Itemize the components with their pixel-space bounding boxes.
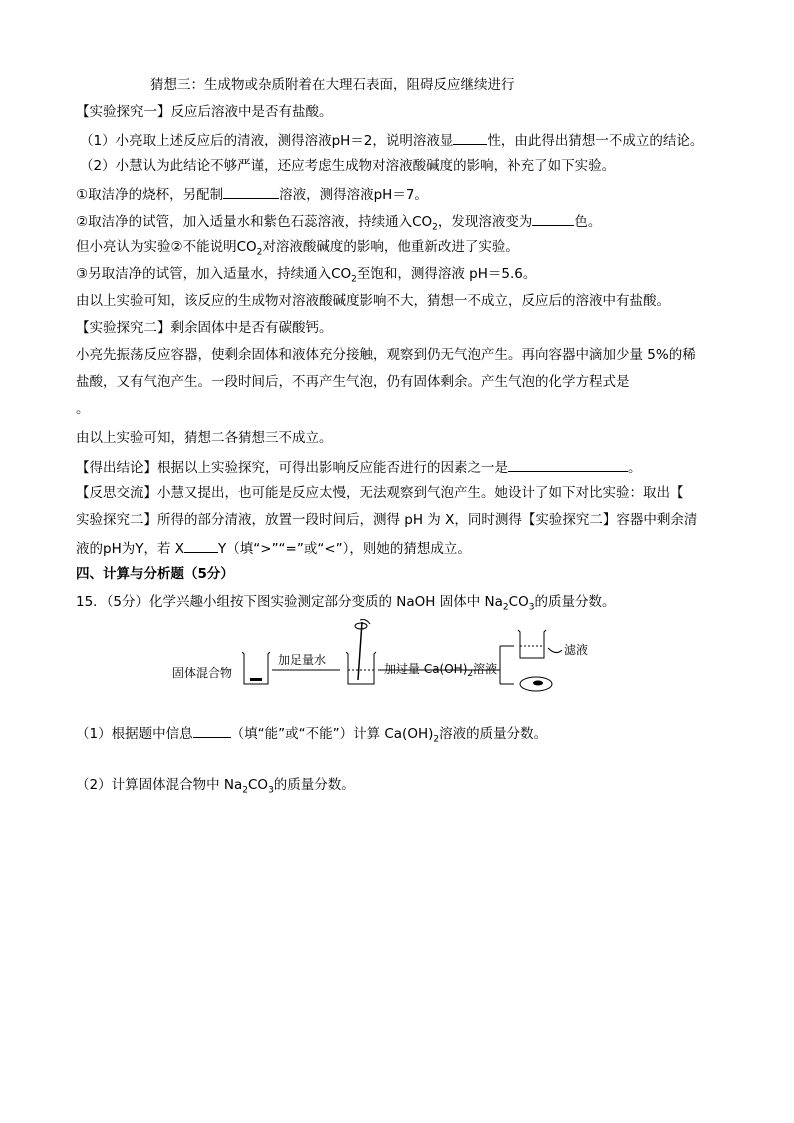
- sub-question-2: [76, 776, 355, 794]
- subscript: 2: [351, 274, 357, 285]
- sub-question-1: [76, 723, 547, 743]
- question-2: [80, 157, 615, 175]
- subscript: 3: [528, 602, 535, 613]
- exp-two-text-1: [76, 346, 696, 364]
- text: 由以上实验可知，该反应的生成物对溶液酸碱度影响不大，猜想一不成立，反应后的溶液中有盐酸。: [76, 293, 670, 309]
- subscript: 2: [502, 602, 509, 613]
- subscript: 2: [433, 734, 440, 745]
- step-3: [76, 265, 536, 283]
- text: 至饱和，测得溶液 pH＝5.6。: [356, 266, 537, 282]
- answer-blank[interactable]: [532, 211, 574, 226]
- text: CO: [248, 777, 269, 793]
- text: 溶液的质量分数。: [439, 726, 548, 742]
- text: ，发现溶液变为: [437, 214, 533, 230]
- draw-conclusion: [76, 457, 642, 477]
- text: 但小亮认为实验②不能说明CO: [76, 239, 257, 255]
- text: 【反思交流】小慧又提出，也可能是反应太慢，无法观察到气泡产生。她设计了如下对比实验：取出【: [76, 485, 684, 501]
- exp-one-heading: [76, 103, 333, 121]
- conclusion-one: [76, 292, 670, 310]
- add-water-label: 加足量水: [278, 653, 327, 667]
- beaker-2-icon: [346, 620, 376, 685]
- text: （1）根据题中信息: [76, 726, 193, 742]
- filtrate-pointer: [548, 648, 562, 653]
- subscript: 3: [268, 785, 274, 796]
- step-1: [76, 184, 428, 204]
- text: 盐酸，又有气泡产生。一段时间后，不再产生气泡，仍有固体剩余。产生气泡的化学方程式是: [76, 374, 630, 390]
- exp-two-text-2: [76, 373, 630, 391]
- text: 液的pH为Y，若 X: [76, 541, 185, 557]
- add-reagent-label: 加过量 $Ca(OH)_2$溶液: [384, 662, 498, 679]
- exp-two-heading: [76, 319, 333, 337]
- text: 实验探究二】所得的部分清液，放置一段时间后，测得 pH 为 X，同时测得【实验探究二】容器中剩余清: [76, 512, 698, 528]
- text: （2）小慧认为此结论不够严谨，还应考虑生成物对溶液酸碱度的影响，补充了如下实验。: [80, 158, 616, 174]
- text: ③另取洁净的试管，加入适量水，持续通入CO: [76, 266, 352, 282]
- answer-blank[interactable]: [193, 723, 231, 738]
- text: 溶液，测得溶液pH＝7。: [279, 187, 428, 203]
- answer-blank[interactable]: [453, 130, 487, 145]
- text: 的质量分数。: [273, 777, 355, 793]
- answer-blank[interactable]: [223, 184, 279, 199]
- subscript: 2: [432, 222, 438, 233]
- answer-blank[interactable]: [508, 457, 628, 472]
- text: 小亮先振荡反应容器，使剩余固体和液体充分接触，观察到仍无气泡产生。再向容器中滴加少量 5%的稀: [76, 347, 696, 363]
- section-four-heading: [76, 565, 234, 583]
- objection: [76, 238, 519, 256]
- stirring-rod-icon: [358, 622, 362, 680]
- text: 。: [76, 401, 90, 417]
- filtrate-label: 滤液: [564, 643, 589, 657]
- equation-end: [76, 400, 90, 418]
- text: 色。: [574, 214, 602, 230]
- text: 对溶液酸碱度的影响，他重新改进了实验。: [262, 239, 519, 255]
- text: 。: [628, 460, 642, 476]
- text: 猜想三：生成物或杂质附着在大理石表面，阻碍反应继续进行: [150, 77, 515, 93]
- step-2: [76, 211, 601, 231]
- answer-blank[interactable]: [184, 538, 218, 553]
- subscript: 2: [242, 785, 248, 796]
- reflection-2: [76, 511, 697, 529]
- experiment-diagram: [170, 618, 600, 698]
- conclusion-two: [76, 429, 333, 447]
- solid-mixture-label: 固体混合物: [172, 666, 233, 680]
- text: 【实验探究一】反应后溶液中是否有盐酸。: [76, 104, 333, 120]
- branch-lines: [500, 646, 514, 684]
- text: ①取洁净的烧杯，另配制: [76, 187, 224, 203]
- text: （填“能”或“不能”）计算 Ca(OH): [230, 726, 434, 742]
- beaker-3-icon: [518, 630, 546, 658]
- experiment-flow-svg: [170, 618, 600, 698]
- hypothesis-three: [150, 76, 515, 94]
- text: 性，由此得出猜想一不成立的结论。: [487, 133, 704, 149]
- text: 的质量分数。: [534, 594, 616, 610]
- text: 【实验探究二】剩余固体中是否有碳酸钙。: [76, 320, 333, 336]
- text: 由以上实验可知，猜想二各猜想三不成立。: [76, 430, 333, 446]
- text: Y（填“>”“=”或“<”），则她的猜想成立。: [218, 541, 471, 557]
- beaker-1-icon: [242, 652, 270, 684]
- question-1: [80, 130, 703, 150]
- question-15: [76, 593, 615, 611]
- text: CO: [508, 594, 529, 610]
- reflection-3: [76, 538, 471, 558]
- text: ②取洁净的试管，加入适量水和紫色石蕊溶液，持续通入CO: [76, 214, 433, 230]
- text: 四、计算与分析题（5分）: [76, 566, 234, 582]
- text: 15．（5分）化学兴趣小组按下图实验测定部分变质的 NaOH 固体中 Na: [76, 594, 503, 610]
- reflection-1: [76, 484, 684, 502]
- text: （1）小亮取上述反应后的清液，测得溶液pH＝2，说明溶液显: [80, 133, 454, 149]
- filter-paper-precipitate-icon: [520, 677, 552, 691]
- text: （2）计算固体混合物中 Na: [76, 777, 243, 793]
- subscript: 2: [256, 247, 263, 258]
- text: 【得出结论】根据以上实验探究，可得出影响反应能否进行的因素之一是: [76, 460, 508, 476]
